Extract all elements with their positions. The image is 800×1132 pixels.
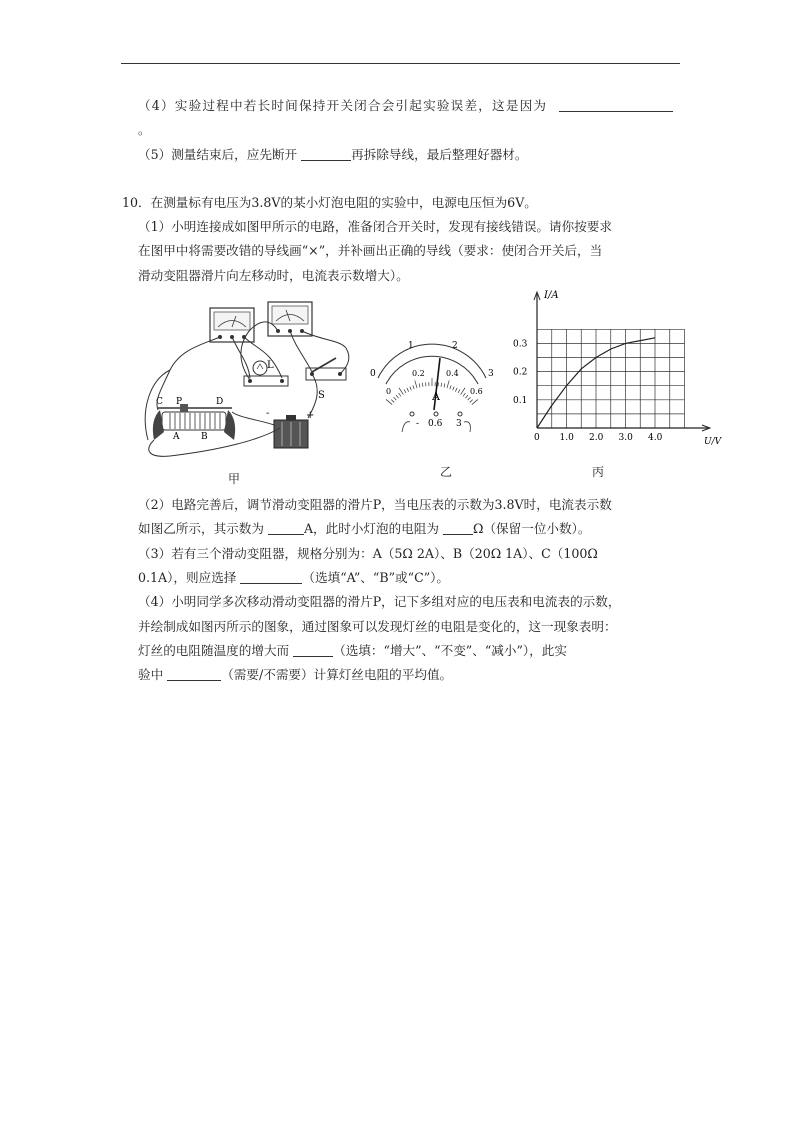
x-axis-label: U/V	[704, 437, 722, 447]
dial-bottom-tick-3: 0.6	[470, 387, 483, 396]
voltmeter-icon	[210, 308, 254, 342]
q10-4-text-b: （选填：“增大”、“不变”、“减小”），此实	[333, 643, 567, 658]
dial-tick-mark	[461, 388, 465, 395]
terminal-0-6: 0.6	[428, 419, 443, 429]
header-rule	[121, 63, 680, 64]
q4-line-1	[138, 98, 673, 114]
ammeter-dial-figure	[364, 336, 498, 440]
dial-tick-mark	[386, 399, 392, 404]
label-s: S	[318, 390, 325, 401]
y-tick-0-3: 0.3	[513, 339, 528, 350]
dial-bottom-tick-0: 0	[386, 387, 392, 396]
label-a: A	[173, 432, 180, 442]
dial-tick-mark	[396, 395, 399, 398]
x-tick-4-0: 4.0	[648, 433, 663, 443]
q10-4-line-4	[138, 667, 452, 683]
q10-2-line-1: （2）电路完善后，调节滑动变阻器的滑片P，当电压表的示数为3.8V时，电流表示数	[138, 497, 612, 512]
rheostat-answer-blank[interactable]	[240, 571, 302, 584]
q10-2-text-a: 如图乙所示，其示数为	[138, 521, 264, 536]
label-p: P	[176, 397, 183, 407]
label-c: C	[156, 397, 163, 407]
x-tick-2-0: 2.0	[589, 433, 604, 443]
current-answer-blank[interactable]	[268, 522, 304, 535]
q5-answer-blank[interactable]	[301, 148, 351, 161]
q10-4-text-d: （需要/不需要）计算灯丝电阻的平均值。	[221, 667, 453, 682]
q5-text-b: 再拆除导线，最后整理好器材。	[351, 147, 528, 162]
dial-tick-mark	[470, 400, 473, 403]
q10-2-line-2	[138, 521, 591, 537]
rheostat-icon	[153, 404, 235, 440]
q10-stem: 10．在测量标有电压为3.8V的某小灯泡电阻的实验中，电源电压恒为6V。	[122, 195, 537, 210]
dial-tick-mark	[472, 399, 478, 404]
iu-graph-figure	[508, 286, 728, 452]
dial-tick-mark	[413, 385, 414, 389]
label-b: B	[201, 432, 208, 442]
label-d: D	[216, 397, 224, 407]
dial-unit: A	[432, 390, 440, 403]
y-tick-0-1: 0.1	[513, 395, 528, 406]
x-tick-3-0: 3.0	[618, 433, 633, 443]
q10-4-line-1: （4）小明同学多次移动滑动变阻器的滑片P，记下多组对应的电压表和电流表的示数，	[138, 594, 621, 609]
q10-1-line-1: （1）小明连接成如图甲所示的电路，准备闭合开关时，发现有接线错误。请你按要求	[138, 219, 612, 234]
dial-tick-mark	[407, 388, 409, 392]
dial-tick-mark	[450, 385, 451, 389]
dial-tick-mark	[444, 384, 445, 388]
q10-1-line-2: 在图甲中将需要改错的导线画“×”，并补画出正确的导线（要求：使闭合开关后，当	[138, 243, 603, 258]
dial-tick-mark	[410, 387, 412, 391]
trend-answer-blank[interactable]	[293, 644, 333, 657]
dial-tick-mark	[404, 390, 406, 393]
x-tick-1-0: 1.0	[559, 433, 574, 443]
label-l: L	[267, 360, 274, 371]
dial-bottom-tick-1: 0.2	[412, 369, 425, 378]
q10-2-text-b: A，此时小灯泡的电阻为	[303, 521, 439, 536]
q5-line	[138, 147, 527, 163]
dial-tick-mark	[399, 388, 403, 395]
terminal-3: 3	[456, 419, 462, 429]
dial-tick-mark	[394, 397, 397, 400]
dial-tick-mark	[453, 387, 455, 391]
switch-icon	[306, 358, 346, 380]
label-minus: -	[266, 408, 270, 419]
q4-text: （4）实验过程中若长时间保持开关闭合会引起实验误差，这是因为	[138, 98, 548, 113]
dial-tick-mark	[463, 393, 465, 396]
dial-tick-mark	[399, 393, 401, 396]
dial-tick-mark	[455, 388, 457, 392]
label-plus: +	[306, 410, 315, 421]
q10-3-line-2	[138, 570, 449, 586]
origin-label: 0	[534, 433, 540, 443]
caption-jia: 甲	[228, 472, 241, 486]
dial-tick-mark	[465, 395, 468, 398]
terminal-minus: -	[416, 419, 420, 429]
q10-3-text-a: 0.1A），则应选择	[138, 570, 237, 585]
q10-3-line-1: （3）若有三个滑动变阻器，规格分别为：A（5Ω 2A）、B（20Ω 1A）、C（100Ω	[138, 546, 598, 561]
ammeter-icon	[268, 302, 312, 336]
q10-4-line-2: 并绘制成如图丙所示的图象，通过图象可以发现灯丝的电阻是变化的，这一现象表明：	[138, 619, 617, 634]
dial-tick-mark	[422, 383, 423, 387]
circuit-figure	[140, 300, 370, 460]
dial-tick-mark	[458, 390, 460, 393]
dial-tick-mark	[391, 400, 394, 403]
battery-icon	[274, 415, 308, 448]
dial-tick-mark	[468, 397, 471, 400]
dial-tick-mark	[447, 381, 449, 389]
q10-4-text-a: 灯丝的电阻随温度的增大而	[138, 643, 290, 658]
q10-1-line-3: 滑动变阻器滑片向左移动时，电流表示数增大）。	[138, 268, 409, 283]
q4-answer-blank[interactable]	[559, 99, 673, 112]
bulb-icon	[244, 361, 288, 386]
average-answer-blank[interactable]	[167, 668, 221, 681]
caption-bing: 丙	[592, 465, 605, 479]
caption-yi: 乙	[440, 465, 453, 479]
dial-top-tick-1: 1	[408, 341, 414, 351]
q10-3-text-b: （选填“A”、“B”或“C”）。	[302, 570, 450, 585]
q4-line-2: 。	[138, 122, 151, 137]
dial-tick-mark	[415, 381, 417, 389]
dial-top-tick-2: 2	[452, 341, 458, 351]
q5-text-a: （5）测量结束后，应先断开	[138, 147, 298, 162]
dial-top-tick-0: 0	[370, 369, 376, 379]
y-axis-label: I/A	[544, 290, 559, 301]
dial-tick-mark	[441, 383, 442, 387]
q10-4-text-c: 验中	[138, 667, 164, 682]
q10-4-line-3	[138, 643, 567, 659]
y-tick-0-2: 0.2	[513, 367, 528, 378]
resistance-answer-blank[interactable]	[443, 522, 473, 535]
dial-top-tick-3: 3	[488, 369, 494, 379]
q10-2-text-c: Ω（保留一位小数）。	[473, 521, 591, 536]
dial-tick-mark	[419, 384, 420, 388]
graph-grid	[537, 329, 685, 428]
dial-bottom-tick-2: 0.4	[446, 369, 459, 378]
